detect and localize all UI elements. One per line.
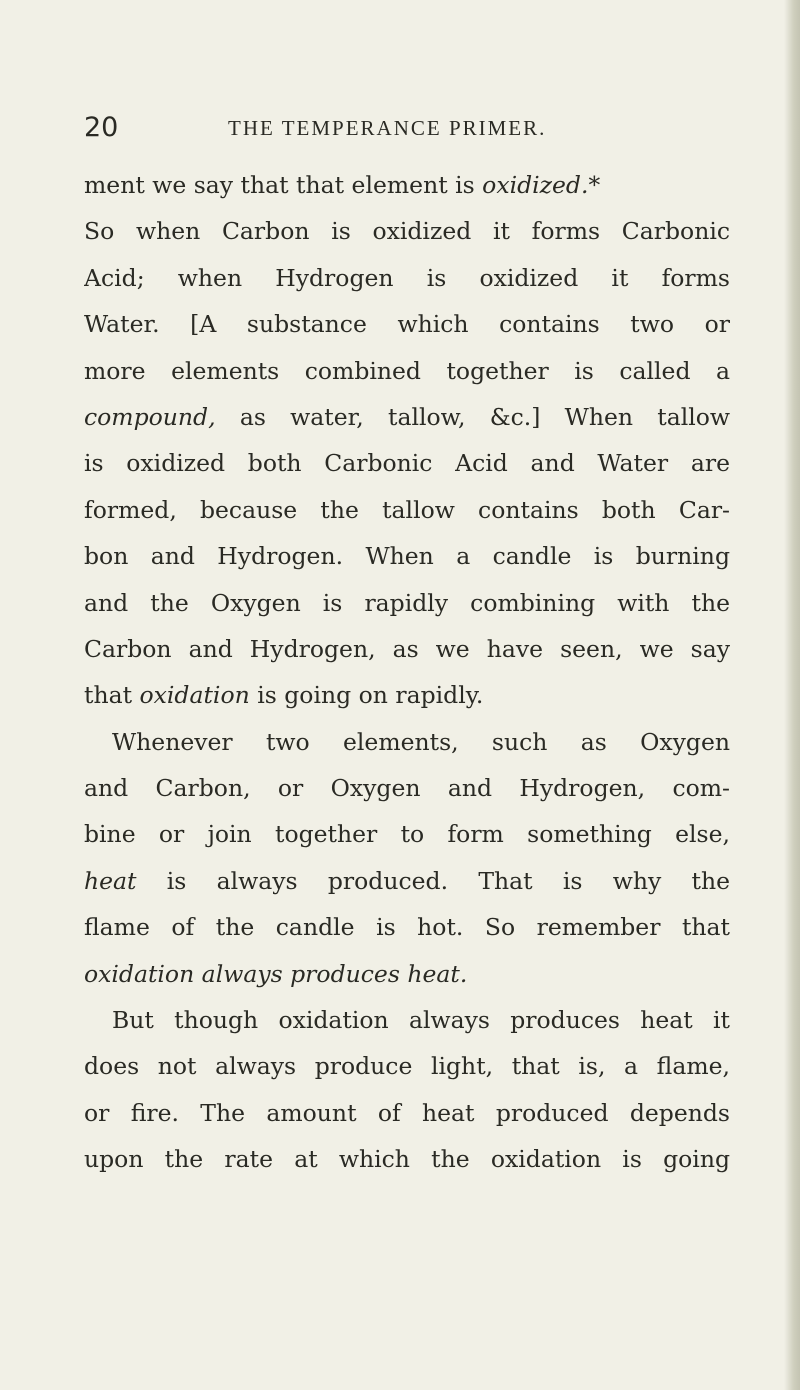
text-line [84, 348, 730, 394]
text-line [84, 208, 730, 254]
text-line [84, 1090, 730, 1136]
text-segment: Water. [A substance which contains two or [84, 310, 730, 339]
text-line [84, 904, 730, 950]
text-segment: and the Oxygen is rapidly combining with the [84, 588, 730, 617]
text-line [84, 301, 730, 347]
text-line [84, 951, 730, 997]
page-edge-shadow [784, 0, 800, 1390]
italic-text: oxidation always produces heat. [84, 959, 468, 988]
text-line [84, 672, 730, 718]
page-number: 20 [84, 112, 119, 143]
page-header [84, 108, 724, 148]
text-segment: more elements combined together is called a [84, 356, 730, 385]
text-segment: bine or join together to form something else, [84, 820, 730, 849]
italic-text: compound, [84, 402, 216, 431]
italic-text: heat [84, 866, 137, 895]
text-line [84, 626, 730, 672]
text-segment: is going on rapidly. [249, 681, 484, 710]
text-line [84, 997, 730, 1043]
text-segment: and Carbon, or Oxygen and Hydrogen, com- [84, 774, 730, 803]
text-line [84, 533, 730, 579]
text-segment: flame of the candle is hot. So remember that [84, 913, 730, 942]
text-segment: or fire. The amount of heat produced depends [84, 1098, 730, 1127]
text-line [84, 811, 730, 857]
text-segment: Whenever two elements, such as Oxygen [112, 727, 730, 756]
text-segment: upon the rate at which the oxidation is going [84, 1145, 730, 1174]
text-segment: is oxidized both Carbonic Acid and Water are [84, 449, 730, 478]
text-line [84, 162, 730, 208]
text-segment: formed, because the tallow contains both Car- [84, 495, 730, 524]
text-segment: Carbon and Hydrogen, as we have seen, we say [84, 634, 730, 663]
text-segment: bon and Hydrogen. When a candle is burning [84, 542, 730, 571]
text-line [84, 394, 730, 440]
text-segment: Acid; when Hydrogen is oxidized it forms [84, 263, 730, 292]
text-segment: does not always produce light, that is, a flame, [84, 1052, 730, 1081]
text-line [84, 858, 730, 904]
text-line [84, 1043, 730, 1089]
running-head: THE TEMPERANCE PRIMER. [228, 116, 547, 140]
text-line [84, 1136, 730, 1182]
body-text [84, 162, 730, 1183]
italic-text: oxidized.* [482, 171, 601, 199]
text-line [84, 255, 730, 301]
text-segment: So when Carbon is oxidized it forms Carbonic [84, 217, 730, 246]
text-segment: ment we say that that element is [84, 171, 483, 199]
text-segment: as water, tallow, &c.] When tallow [215, 402, 730, 431]
text-segment: that [84, 681, 140, 710]
text-line [84, 580, 730, 626]
text-segment: is always produced. That is why the [136, 866, 730, 895]
text-line [84, 719, 730, 765]
text-line [84, 765, 730, 811]
text-segment: But though oxidation always produces heat it [112, 1006, 730, 1035]
italic-text: oxidation [139, 681, 250, 710]
text-line [84, 487, 730, 533]
text-line [84, 440, 730, 486]
